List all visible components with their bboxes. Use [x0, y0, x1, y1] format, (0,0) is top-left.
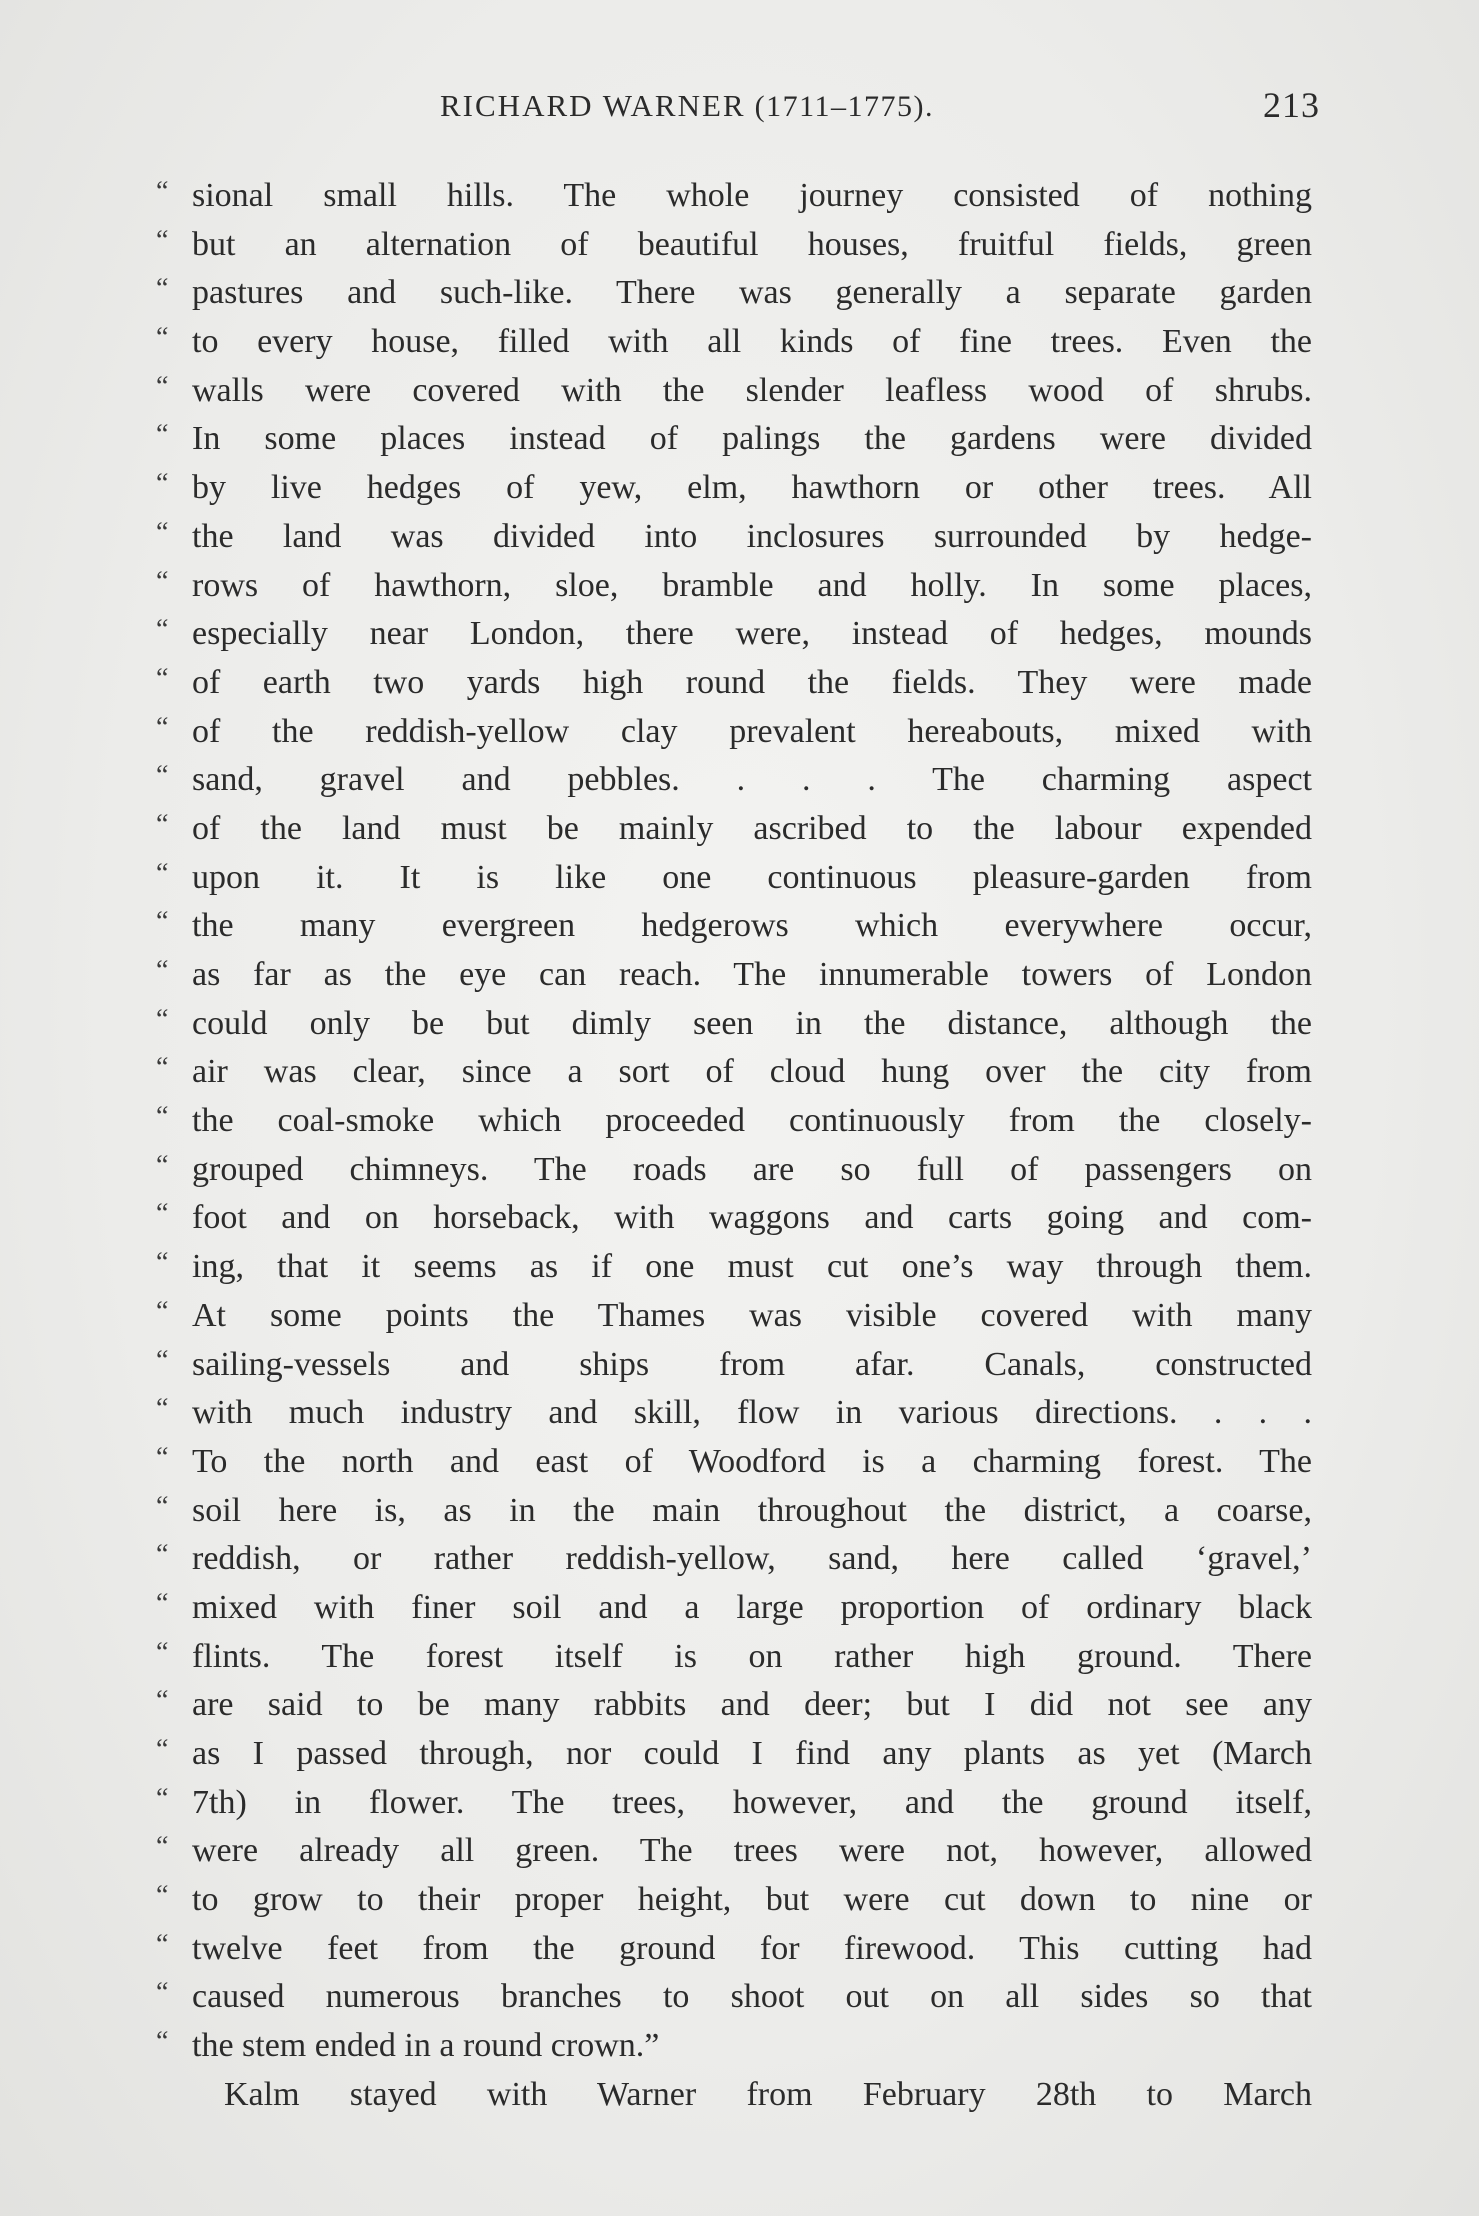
text-line [156, 659, 1312, 708]
quote-mark: “ [156, 224, 169, 256]
line-text: sailing-vessels and ships from afar. Canals, constructed [192, 1345, 1312, 1383]
line-text: by live hedges of yew, elm, hawthorn or other trees. All [192, 469, 1312, 507]
quote-mark: “ [156, 857, 169, 889]
line-text: but an alternation of beautiful houses, fruitful fields, green [192, 225, 1312, 263]
text-line [156, 367, 1312, 416]
line-text: Kalm stayed with Warner from February 28th to March [224, 2075, 1312, 2113]
text-line [156, 1535, 1312, 1584]
running-title: RICHARD WARNER [440, 88, 746, 123]
text-line [156, 1827, 1312, 1876]
text-line [156, 902, 1312, 951]
quote-mark: “ [156, 1636, 169, 1668]
quote-mark: “ [156, 808, 169, 840]
text-line [156, 1973, 1312, 2022]
line-text: of the land must be mainly ascribed to the labour expended [192, 809, 1312, 847]
text-line [156, 1097, 1312, 1146]
line-text: rows of hawthorn, sloe, bramble and holly. In some places, [192, 566, 1312, 604]
text-line [156, 1146, 1312, 1195]
quote-mark: “ [156, 1831, 169, 1863]
quote-mark: “ [156, 1052, 169, 1084]
quote-mark: “ [156, 1441, 169, 1473]
text-line [156, 756, 1312, 805]
quote-mark: “ [156, 419, 169, 451]
quote-mark: “ [156, 1101, 169, 1133]
text-line [156, 610, 1312, 659]
quote-mark: “ [156, 1928, 169, 1960]
line-text: especially near London, there were, instead of hedges, mounds [192, 615, 1312, 653]
text-line [156, 1341, 1312, 1390]
quote-mark: “ [156, 1539, 169, 1571]
quote-mark: “ [156, 2026, 169, 2058]
line-text: were already all green. The trees were not, however, allowed [192, 1832, 1312, 1870]
text-line [156, 854, 1312, 903]
paragraph-start-line [156, 2071, 1312, 2121]
quote-mark: “ [156, 1587, 169, 1619]
body-text [156, 172, 1312, 2121]
quote-mark: “ [156, 1393, 169, 1425]
line-text: as I passed through, nor could I find any plants as yet (March [192, 1735, 1312, 1772]
line-text: At some points the Thames was visible covered with many [192, 1296, 1312, 1334]
line-text: sand, gravel and pebbles. . . . The charming aspect [192, 761, 1312, 799]
line-text: grouped chimneys. The roads are so full of passengers on [192, 1150, 1312, 1188]
quote-mark: “ [156, 565, 169, 597]
page-header [440, 85, 1320, 138]
line-text: the many evergreen hedgerows which everywhere occur, [192, 907, 1312, 945]
quote-mark: “ [156, 370, 169, 402]
text-line [156, 221, 1312, 270]
line-text: ing, that it seems as if one must cut one’s way through them. [192, 1248, 1312, 1286]
quote-mark: “ [156, 1247, 169, 1279]
line-text: of earth two yards high round the fields. They were made [192, 663, 1312, 701]
line-text: mixed with finer soil and a large proportion of ordinary black [192, 1588, 1312, 1626]
quote-mark: “ [156, 1880, 169, 1912]
line-text: In some places instead of palings the gardens were divided [192, 420, 1312, 458]
text-line [156, 415, 1312, 464]
line-text: air was clear, since a sort of cloud hung over the city from [192, 1053, 1312, 1091]
text-line [156, 1925, 1312, 1974]
line-text: pastures and such-like. There was generally a separate garden [192, 274, 1312, 312]
text-line [156, 1194, 1312, 1243]
running-head [440, 88, 934, 124]
line-text: reddish, or rather reddish-yellow, sand, here called ‘gravel,’ [192, 1540, 1312, 1578]
text-line [156, 951, 1312, 1000]
line-text: as far as the eye can reach. The innumerable towers of London [192, 956, 1312, 993]
text-line [156, 1048, 1312, 1097]
quote-mark: “ [156, 1490, 169, 1522]
text-line [156, 2022, 1312, 2071]
quote-mark: “ [156, 955, 169, 986]
quote-mark: “ [156, 760, 169, 792]
text-line [156, 269, 1312, 318]
line-text: soil here is, as in the main throughout the district, a coarse, [192, 1491, 1312, 1529]
page-number: 213 [1263, 85, 1320, 125]
line-text: twelve feet from the ground for firewood. This cutting had [192, 1929, 1312, 1967]
quote-mark: “ [156, 1198, 169, 1230]
text-line [156, 805, 1312, 854]
text-line [156, 562, 1312, 611]
quote-mark: “ [156, 614, 169, 646]
quote-mark: “ [156, 906, 169, 938]
quote-mark: “ [156, 1685, 169, 1717]
text-line [156, 1584, 1312, 1633]
text-line [156, 1730, 1312, 1779]
quote-mark: “ [156, 468, 169, 500]
text-line [156, 1779, 1312, 1828]
text-line [156, 1292, 1312, 1341]
line-text: are said to be many rabbits and deer; but I did not see any [192, 1686, 1312, 1724]
text-line [156, 1438, 1312, 1487]
text-line [156, 1243, 1312, 1292]
text-line [156, 1487, 1312, 1536]
quote-mark: “ [156, 1734, 169, 1765]
line-text: the land was divided into inclosures surrounded by hedge- [192, 517, 1312, 555]
line-text: to every house, filled with all kinds of fine trees. Even the [192, 323, 1312, 361]
line-text: the coal-smoke which proceeded continuously from the closely- [192, 1102, 1312, 1140]
line-text: sional small hills. The whole journey consisted of nothing [192, 177, 1312, 214]
quote-mark: “ [156, 516, 169, 548]
text-line [156, 1389, 1312, 1438]
line-text: 7th) in flower. The trees, however, and the ground itself, [192, 1783, 1312, 1821]
quote-mark: “ [156, 273, 169, 305]
quote-mark: “ [156, 1977, 169, 2009]
quote-mark: “ [156, 1344, 169, 1376]
line-text: the stem ended in a round crown.” [192, 2027, 660, 2065]
quote-mark: “ [156, 711, 169, 743]
line-text: caused numerous branches to shoot out on all sides so that [192, 1978, 1312, 2016]
running-dates: (1711–1775). [754, 90, 934, 123]
quote-mark: “ [156, 1149, 169, 1181]
line-text: could only be but dimly seen in the distance, although the [192, 1004, 1312, 1042]
quote-mark: “ [156, 1295, 169, 1327]
line-text: with much industry and skill, flow in various directions. . . . [192, 1394, 1312, 1432]
line-text: walls were covered with the slender leafless wood of shrubs. [192, 371, 1312, 409]
quote-mark: “ [156, 1003, 169, 1035]
text-line [156, 513, 1312, 562]
line-text: of the reddish-yellow clay prevalent hereabouts, mixed with [192, 712, 1312, 750]
text-line [156, 1633, 1312, 1682]
quote-mark: “ [156, 322, 169, 354]
text-line [156, 708, 1312, 757]
quote-mark: “ [156, 662, 169, 694]
line-text: flints. The forest itself is on rather high ground. There [192, 1637, 1312, 1675]
quote-mark: “ [156, 1782, 169, 1814]
line-text: to grow to their proper height, but were cut down to nine or [192, 1881, 1312, 1919]
line-text: upon it. It is like one continuous pleasure-garden from [192, 858, 1312, 896]
quote-mark: “ [156, 176, 169, 207]
line-text: To the north and east of Woodford is a charming forest. The [192, 1442, 1312, 1480]
text-line [156, 1000, 1312, 1049]
text-line [156, 318, 1312, 367]
text-line [156, 1681, 1312, 1730]
line-text: foot and on horseback, with waggons and carts going and com- [192, 1199, 1312, 1237]
text-line [156, 464, 1312, 513]
text-line [156, 172, 1312, 221]
text-line [156, 1876, 1312, 1925]
